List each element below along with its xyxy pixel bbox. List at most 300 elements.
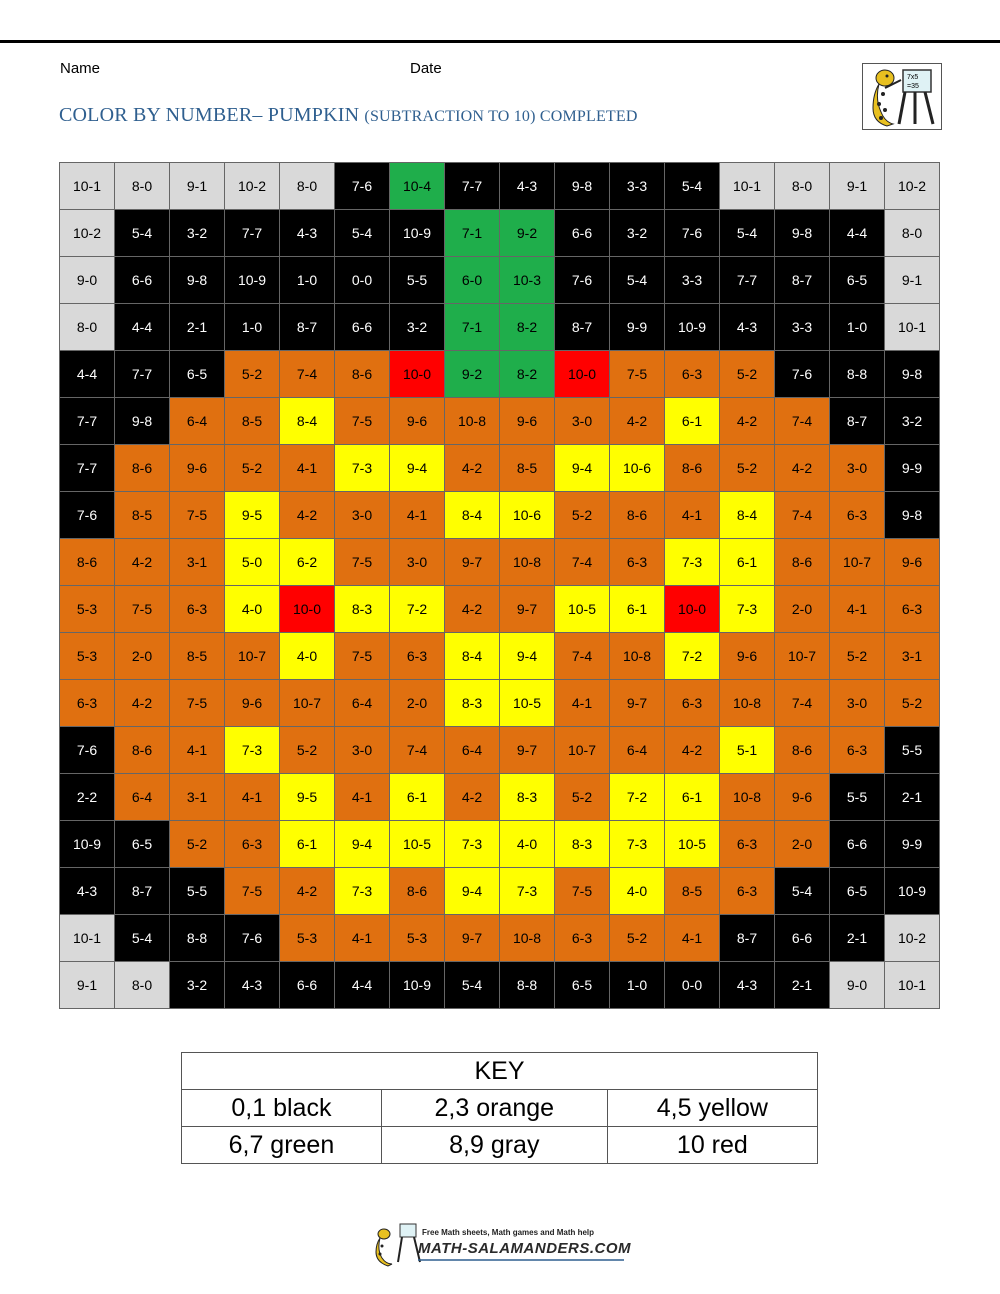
grid-cell: 4-2 — [720, 398, 775, 445]
grid-cell: 10-9 — [665, 304, 720, 351]
grid-cell: 8-6 — [665, 445, 720, 492]
grid-cell: 6-5 — [555, 962, 610, 1009]
grid-cell: 5-4 — [335, 210, 390, 257]
grid-cell: 7-2 — [665, 633, 720, 680]
grid-cell: 6-3 — [555, 915, 610, 962]
grid-cell: 3-1 — [170, 539, 225, 586]
grid-cell: 8-7 — [555, 304, 610, 351]
grid-cell: 4-4 — [335, 962, 390, 1009]
top-rule — [0, 40, 1000, 43]
grid-cell: 3-2 — [390, 304, 445, 351]
grid-cell: 9-6 — [390, 398, 445, 445]
grid-cell: 10-8 — [445, 398, 500, 445]
grid-cell: 4-3 — [225, 962, 280, 1009]
key-item-gray: 8,9 gray — [381, 1127, 607, 1164]
grid-cell: 5-3 — [280, 915, 335, 962]
key-item-green: 6,7 green — [182, 1127, 382, 1164]
grid-cell: 8-7 — [775, 257, 830, 304]
grid-cell: 8-0 — [885, 210, 940, 257]
grid-cell: 10-5 — [665, 821, 720, 868]
grid-cell: 6-3 — [885, 586, 940, 633]
grid-cell: 4-1 — [335, 915, 390, 962]
grid-cell: 7-6 — [665, 210, 720, 257]
grid-cell: 8-0 — [775, 163, 830, 210]
grid-cell: 8-3 — [335, 586, 390, 633]
grid-cell: 2-0 — [115, 633, 170, 680]
grid-cell: 10-0 — [280, 586, 335, 633]
grid-cell: 10-1 — [720, 163, 775, 210]
grid-cell: 4-0 — [610, 868, 665, 915]
grid-cell: 6-3 — [390, 633, 445, 680]
grid-cell: 4-1 — [225, 774, 280, 821]
grid-cell: 6-3 — [830, 727, 885, 774]
grid-cell: 7-5 — [115, 586, 170, 633]
grid-cell: 9-1 — [170, 163, 225, 210]
grid-cell: 7-7 — [225, 210, 280, 257]
grid-cell: 5-4 — [115, 210, 170, 257]
grid-cell: 5-3 — [60, 633, 115, 680]
grid-cell: 10-5 — [555, 586, 610, 633]
grid-cell: 7-3 — [720, 586, 775, 633]
grid-cell: 3-0 — [390, 539, 445, 586]
grid-cell: 6-3 — [830, 492, 885, 539]
grid-cell: 7-3 — [335, 445, 390, 492]
grid-cell: 8-0 — [280, 163, 335, 210]
grid-cell: 4-1 — [665, 492, 720, 539]
grid-cell: 3-2 — [170, 210, 225, 257]
grid-cell: 4-1 — [665, 915, 720, 962]
grid-cell: 5-2 — [885, 680, 940, 727]
grid-cell: 0-0 — [665, 962, 720, 1009]
grid-cell: 9-7 — [500, 586, 555, 633]
grid-cell: 10-2 — [60, 210, 115, 257]
grid-cell: 10-6 — [610, 445, 665, 492]
grid-cell: 2-0 — [775, 586, 830, 633]
grid-cell: 7-6 — [555, 257, 610, 304]
grid-cell: 9-4 — [335, 821, 390, 868]
grid-cell: 10-1 — [60, 163, 115, 210]
grid-cell: 6-6 — [115, 257, 170, 304]
grid-cell: 4-2 — [665, 727, 720, 774]
grid-cell: 10-8 — [720, 774, 775, 821]
grid-cell: 8-6 — [115, 727, 170, 774]
grid-cell: 4-0 — [225, 586, 280, 633]
grid-cell: 7-7 — [720, 257, 775, 304]
grid-cell: 8-3 — [500, 774, 555, 821]
grid-cell: 4-3 — [500, 163, 555, 210]
key-item-yellow: 4,5 yellow — [607, 1090, 817, 1127]
grid-cell: 6-3 — [665, 351, 720, 398]
grid-cell: 9-7 — [445, 915, 500, 962]
grid-cell: 6-0 — [445, 257, 500, 304]
grid-cell: 3-1 — [885, 633, 940, 680]
grid-cell: 7-2 — [390, 586, 445, 633]
grid-cell: 1-0 — [225, 304, 280, 351]
grid-cell: 10-9 — [390, 962, 445, 1009]
grid-cell: 8-3 — [555, 821, 610, 868]
grid-cell: 4-2 — [445, 774, 500, 821]
grid-cell: 7-4 — [555, 633, 610, 680]
grid-cell: 6-1 — [610, 586, 665, 633]
grid-cell: 9-1 — [885, 257, 940, 304]
grid-cell: 8-2 — [500, 351, 555, 398]
grid-cell: 5-2 — [830, 633, 885, 680]
grid-cell: 7-1 — [445, 304, 500, 351]
grid-cell: 8-8 — [500, 962, 555, 1009]
grid-cell: 8-7 — [280, 304, 335, 351]
grid-cell: 4-2 — [280, 868, 335, 915]
grid-cell: 10-7 — [555, 727, 610, 774]
grid-cell: 4-1 — [335, 774, 390, 821]
grid-cell: 6-2 — [280, 539, 335, 586]
grid-cell: 7-4 — [390, 727, 445, 774]
grid-cell: 5-4 — [665, 163, 720, 210]
grid-cell: 4-1 — [830, 586, 885, 633]
grid-cell: 7-5 — [555, 868, 610, 915]
salamander-logo — [862, 63, 942, 130]
grid-cell: 8-6 — [115, 445, 170, 492]
grid-cell: 4-2 — [280, 492, 335, 539]
grid-cell: 10-0 — [555, 351, 610, 398]
grid-cell: 7-5 — [170, 492, 225, 539]
grid-cell: 8-0 — [60, 304, 115, 351]
grid-cell: 6-6 — [555, 210, 610, 257]
grid-cell: 9-4 — [445, 868, 500, 915]
grid-cell: 5-4 — [720, 210, 775, 257]
grid-cell: 10-2 — [885, 163, 940, 210]
grid-cell: 7-5 — [610, 351, 665, 398]
grid-cell: 10-9 — [885, 868, 940, 915]
grid-cell: 9-6 — [500, 398, 555, 445]
salamander-teacher-icon — [863, 64, 941, 129]
grid-cell: 6-6 — [830, 821, 885, 868]
grid-cell: 7-1 — [445, 210, 500, 257]
grid-cell: 7-5 — [335, 633, 390, 680]
grid-cell: 7-7 — [445, 163, 500, 210]
grid-cell: 8-5 — [500, 445, 555, 492]
grid-cell: 4-1 — [170, 727, 225, 774]
grid-cell: 4-3 — [720, 962, 775, 1009]
grid-cell: 7-3 — [610, 821, 665, 868]
grid-cell: 4-4 — [60, 351, 115, 398]
grid-cell: 10-1 — [885, 304, 940, 351]
grid-cell: 7-7 — [60, 398, 115, 445]
grid-cell: 8-6 — [390, 868, 445, 915]
grid-cell: 2-1 — [170, 304, 225, 351]
grid-cell: 7-3 — [225, 727, 280, 774]
grid-cell: 5-5 — [390, 257, 445, 304]
grid-cell: 10-1 — [60, 915, 115, 962]
svg-text:7x5: 7x5 — [907, 74, 919, 81]
grid-cell: 10-9 — [390, 210, 445, 257]
grid-cell: 7-6 — [335, 163, 390, 210]
grid-cell: 2-1 — [775, 962, 830, 1009]
grid-cell: 6-5 — [170, 351, 225, 398]
grid-cell: 7-4 — [775, 492, 830, 539]
grid-cell: 1-0 — [280, 257, 335, 304]
grid-cell: 5-3 — [60, 586, 115, 633]
grid-cell: 7-2 — [610, 774, 665, 821]
grid-cell: 10-0 — [665, 586, 720, 633]
grid-cell: 8-5 — [170, 633, 225, 680]
grid-cell: 7-6 — [60, 492, 115, 539]
grid-cell: 5-4 — [775, 868, 830, 915]
grid-cell: 7-6 — [775, 351, 830, 398]
grid-cell: 6-3 — [60, 680, 115, 727]
grid-cell: 4-1 — [555, 680, 610, 727]
grid-cell: 9-8 — [885, 351, 940, 398]
name-label: Name — [60, 60, 101, 77]
grid-cell: 9-5 — [280, 774, 335, 821]
grid-cell: 6-6 — [775, 915, 830, 962]
grid-cell: 10-3 — [500, 257, 555, 304]
grid-cell: 5-2 — [280, 727, 335, 774]
grid-cell: 9-8 — [115, 398, 170, 445]
grid-cell: 2-0 — [775, 821, 830, 868]
grid-cell: 3-3 — [775, 304, 830, 351]
grid-cell: 5-5 — [885, 727, 940, 774]
title-subtitle: (SUBTRACTION TO 10) COMPLETED — [364, 108, 638, 125]
grid-cell: 10-8 — [720, 680, 775, 727]
grid-cell: 6-4 — [170, 398, 225, 445]
grid-cell: 6-4 — [610, 727, 665, 774]
grid-cell: 2-2 — [60, 774, 115, 821]
grid-cell: 6-3 — [665, 680, 720, 727]
grid-cell: 9-2 — [500, 210, 555, 257]
grid-cell: 7-7 — [115, 351, 170, 398]
grid-cell: 7-4 — [280, 351, 335, 398]
grid-cell: 6-4 — [335, 680, 390, 727]
grid-cell: 4-3 — [60, 868, 115, 915]
grid-cell: 9-9 — [610, 304, 665, 351]
grid-cell: 10-5 — [500, 680, 555, 727]
grid-cell: 8-6 — [610, 492, 665, 539]
grid-cell: 8-6 — [335, 351, 390, 398]
grid-cell: 5-2 — [170, 821, 225, 868]
grid-cell: 0-0 — [335, 257, 390, 304]
grid-cell: 6-1 — [280, 821, 335, 868]
grid-cell: 10-9 — [225, 257, 280, 304]
grid-cell: 5-5 — [830, 774, 885, 821]
grid-cell: 8-0 — [115, 163, 170, 210]
grid-cell: 7-5 — [335, 398, 390, 445]
grid-cell: 9-9 — [885, 821, 940, 868]
grid-cell: 4-2 — [115, 539, 170, 586]
grid-cell: 3-0 — [555, 398, 610, 445]
grid-cell: 5-4 — [610, 257, 665, 304]
grid-cell: 6-6 — [335, 304, 390, 351]
grid-cell: 9-0 — [60, 257, 115, 304]
grid-cell: 9-8 — [555, 163, 610, 210]
grid-cell: 8-4 — [445, 492, 500, 539]
grid-cell: 6-6 — [280, 962, 335, 1009]
grid-cell: 6-5 — [830, 868, 885, 915]
grid-cell: 7-6 — [60, 727, 115, 774]
grid-cell: 8-6 — [60, 539, 115, 586]
grid-cell: 8-5 — [115, 492, 170, 539]
grid-cell: 10-7 — [830, 539, 885, 586]
grid-cell: 10-5 — [390, 821, 445, 868]
grid-cell: 3-2 — [885, 398, 940, 445]
title-main: COLOR BY NUMBER– PUMPKIN — [59, 104, 365, 126]
grid-cell: 6-3 — [720, 821, 775, 868]
grid-cell: 3-0 — [830, 680, 885, 727]
grid-cell: 10-4 — [390, 163, 445, 210]
grid-cell: 9-2 — [445, 351, 500, 398]
key-title: KEY — [182, 1053, 818, 1090]
grid-cell: 8-6 — [775, 727, 830, 774]
grid-cell: 5-2 — [225, 445, 280, 492]
grid-cell: 7-3 — [665, 539, 720, 586]
grid-cell: 8-7 — [720, 915, 775, 962]
grid-cell: 9-9 — [885, 445, 940, 492]
grid-cell: 9-6 — [170, 445, 225, 492]
grid-cell: 7-7 — [60, 445, 115, 492]
grid-cell: 10-1 — [885, 962, 940, 1009]
grid-cell: 8-7 — [115, 868, 170, 915]
grid-cell: 9-8 — [775, 210, 830, 257]
grid-cell: 8-6 — [775, 539, 830, 586]
grid-cell: 8-5 — [665, 868, 720, 915]
color-by-number-grid — [59, 162, 940, 1009]
grid-cell: 7-5 — [225, 868, 280, 915]
grid-cell: 8-8 — [830, 351, 885, 398]
grid-cell: 4-2 — [775, 445, 830, 492]
grid-cell: 4-0 — [280, 633, 335, 680]
grid-cell: 8-3 — [445, 680, 500, 727]
key-item-red: 10 red — [607, 1127, 817, 1164]
grid-cell: 4-3 — [280, 210, 335, 257]
grid-cell: 10-8 — [610, 633, 665, 680]
grid-cell: 10-8 — [500, 915, 555, 962]
grid-cell: 8-8 — [170, 915, 225, 962]
grid-cell: 6-1 — [665, 398, 720, 445]
grid-cell: 10-0 — [390, 351, 445, 398]
grid-cell: 8-4 — [280, 398, 335, 445]
grid-cell: 9-7 — [610, 680, 665, 727]
grid-cell: 3-3 — [610, 163, 665, 210]
grid-cell: 3-0 — [830, 445, 885, 492]
grid-cell: 9-4 — [390, 445, 445, 492]
grid-cell: 5-5 — [170, 868, 225, 915]
footer-site-link[interactable]: MATH-SALAMANDERS.COM — [418, 1240, 632, 1257]
grid-cell: 9-1 — [60, 962, 115, 1009]
grid-cell: 1-0 — [610, 962, 665, 1009]
grid-cell: 4-2 — [445, 586, 500, 633]
grid-cell: 9-8 — [170, 257, 225, 304]
grid-cell: 10-6 — [500, 492, 555, 539]
grid-cell: 2-0 — [390, 680, 445, 727]
grid-cell: 6-1 — [390, 774, 445, 821]
grid-cell: 4-4 — [115, 304, 170, 351]
grid-cell: 5-2 — [610, 915, 665, 962]
grid-cell: 9-0 — [830, 962, 885, 1009]
grid-cell: 1-0 — [830, 304, 885, 351]
grid-cell: 5-2 — [555, 492, 610, 539]
grid-cell: 6-3 — [720, 868, 775, 915]
grid-cell: 6-1 — [720, 539, 775, 586]
grid-cell: 9-6 — [720, 633, 775, 680]
grid-cell: 5-2 — [720, 351, 775, 398]
grid-cell: 9-5 — [225, 492, 280, 539]
grid-cell: 5-3 — [390, 915, 445, 962]
grid-cell: 7-3 — [335, 868, 390, 915]
grid-cell: 3-1 — [170, 774, 225, 821]
grid-cell: 4-2 — [115, 680, 170, 727]
grid-cell: 8-4 — [445, 633, 500, 680]
page-title — [59, 104, 638, 127]
grid-cell: 6-4 — [115, 774, 170, 821]
grid-cell: 9-4 — [500, 633, 555, 680]
grid-cell: 7-4 — [555, 539, 610, 586]
grid-cell: 9-6 — [885, 539, 940, 586]
grid-cell: 7-5 — [335, 539, 390, 586]
grid-cell: 3-2 — [170, 962, 225, 1009]
key-item-orange: 2,3 orange — [381, 1090, 607, 1127]
grid-cell: 5-2 — [225, 351, 280, 398]
date-label: Date — [410, 60, 442, 77]
grid-cell: 7-6 — [225, 915, 280, 962]
grid-cell: 10-2 — [225, 163, 280, 210]
grid-cell: 8-0 — [115, 962, 170, 1009]
footer-tagline: Free Math sheets, Math games and Math help — [422, 1228, 595, 1237]
grid-cell: 9-8 — [885, 492, 940, 539]
grid-cell: 4-2 — [610, 398, 665, 445]
grid-cell: 5-0 — [225, 539, 280, 586]
grid-cell: 5-1 — [720, 727, 775, 774]
grid-cell: 10-8 — [500, 539, 555, 586]
grid-cell: 6-1 — [665, 774, 720, 821]
grid-cell: 9-7 — [445, 539, 500, 586]
grid-cell: 9-4 — [555, 445, 610, 492]
key-item-black: 0,1 black — [182, 1090, 382, 1127]
grid-cell: 6-3 — [170, 586, 225, 633]
grid-cell: 6-4 — [445, 727, 500, 774]
grid-cell: 9-7 — [500, 727, 555, 774]
grid-cell: 3-0 — [335, 727, 390, 774]
grid-cell: 8-5 — [225, 398, 280, 445]
grid-cell: 5-2 — [555, 774, 610, 821]
grid-cell: 9-6 — [225, 680, 280, 727]
grid-cell: 10-7 — [775, 633, 830, 680]
grid-cell: 2-1 — [830, 915, 885, 962]
grid-cell: 4-1 — [280, 445, 335, 492]
color-key-table — [181, 1052, 818, 1164]
grid-cell: 8-2 — [500, 304, 555, 351]
grid-cell: 10-9 — [60, 821, 115, 868]
grid-cell: 6-3 — [225, 821, 280, 868]
grid-cell: 9-1 — [830, 163, 885, 210]
grid-cell: 9-6 — [775, 774, 830, 821]
grid-cell: 10-7 — [280, 680, 335, 727]
grid-cell: 10-2 — [885, 915, 940, 962]
grid-cell: 6-5 — [830, 257, 885, 304]
grid-cell: 5-2 — [720, 445, 775, 492]
grid-cell: 5-4 — [115, 915, 170, 962]
grid-cell: 4-3 — [720, 304, 775, 351]
svg-text:=35: =35 — [907, 83, 919, 90]
grid-cell: 2-1 — [885, 774, 940, 821]
grid-cell: 4-0 — [500, 821, 555, 868]
grid-cell: 7-4 — [775, 398, 830, 445]
grid-cell: 7-4 — [775, 680, 830, 727]
grid-cell: 3-3 — [665, 257, 720, 304]
grid-cell: 7-3 — [445, 821, 500, 868]
grid-cell: 6-3 — [610, 539, 665, 586]
grid-cell: 4-2 — [445, 445, 500, 492]
grid-cell: 10-7 — [225, 633, 280, 680]
grid-cell: 7-5 — [170, 680, 225, 727]
